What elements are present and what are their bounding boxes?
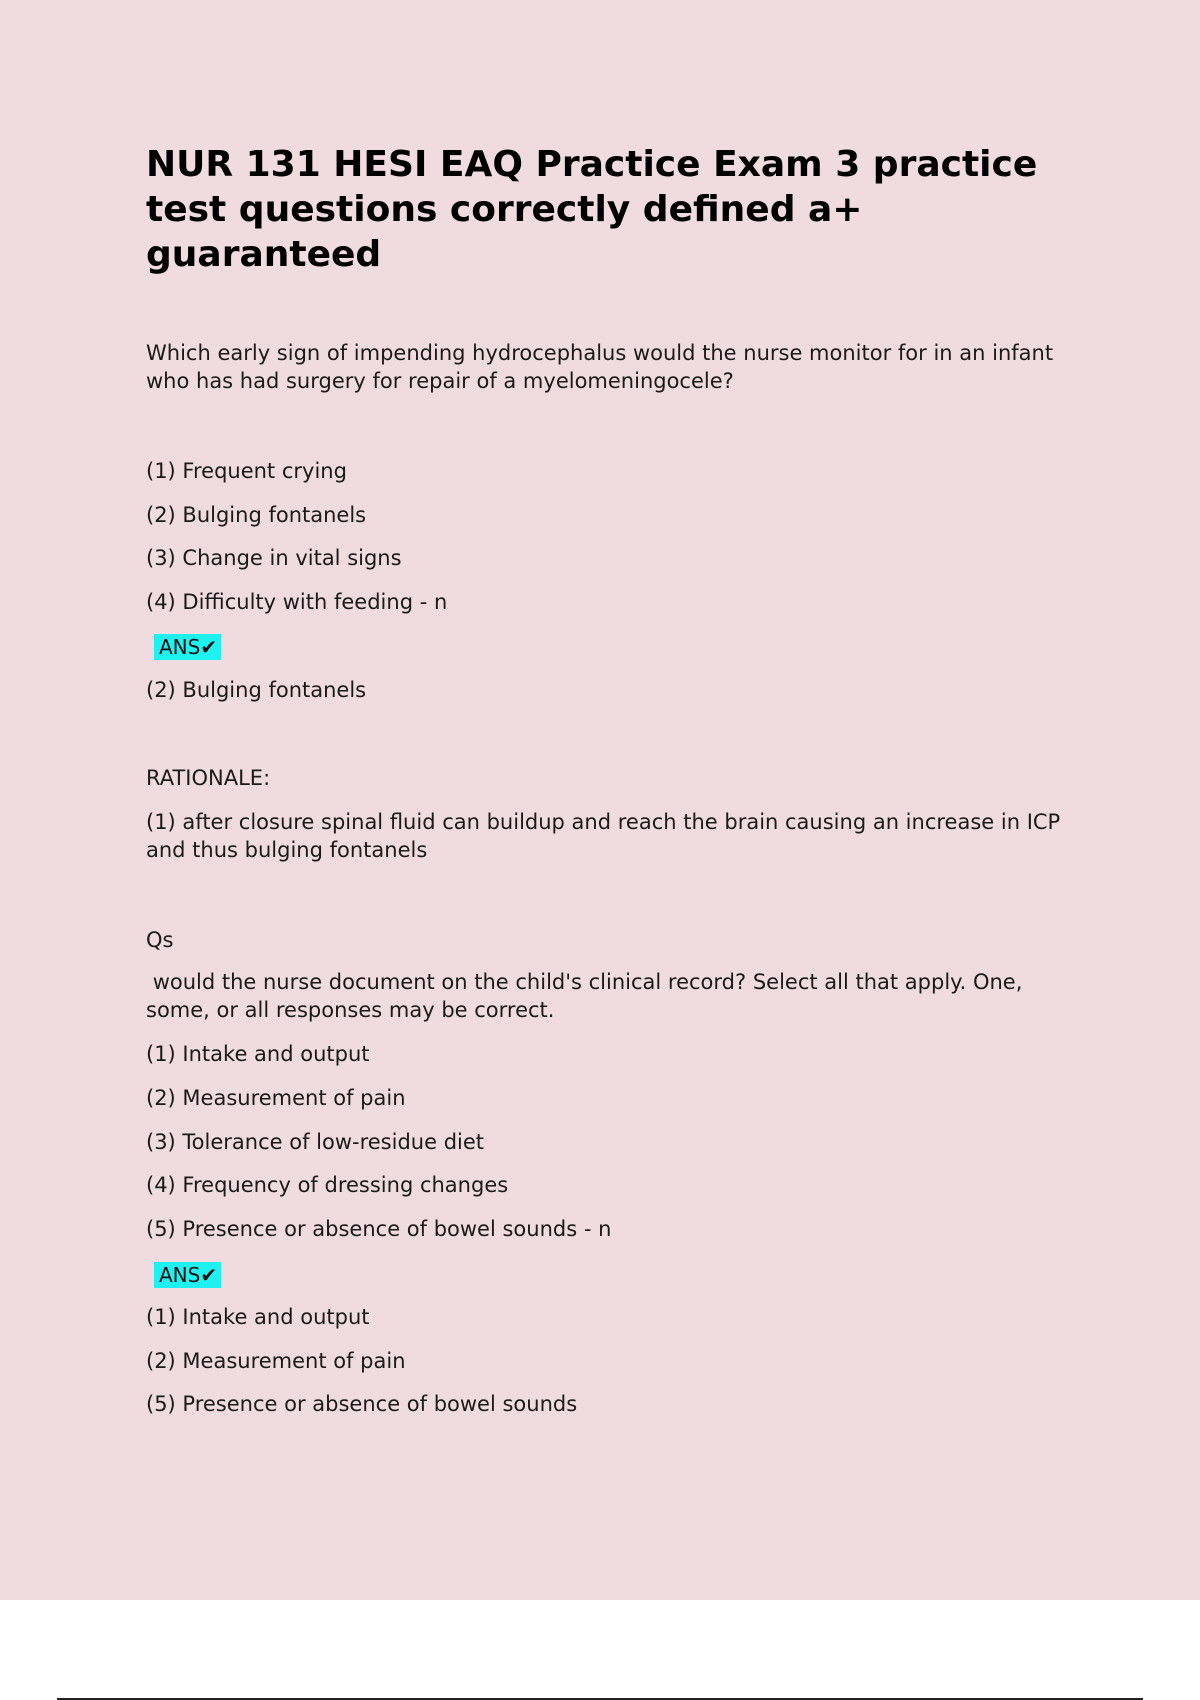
- question-1-answer: (2) Bulging fontanels: [146, 678, 367, 702]
- question-1-option: (1) Frequent crying: [146, 459, 347, 483]
- question-2-text: would the nurse document on the child's clinical record? Select all that apply. One, some, or all responses may be correct.: [146, 970, 1030, 1022]
- question-2-answer: (2) Measurement of pain: [146, 1349, 406, 1373]
- document-title: NUR 131 HESI EAQ Practice Exam 3 practice test questions correctly defined a+ guaranteed: [146, 144, 1038, 275]
- question-2-option: (1) Intake and output: [146, 1042, 370, 1066]
- question-2-answer: (1) Intake and output: [146, 1305, 370, 1329]
- answer-badge: ANS✔: [154, 634, 221, 660]
- rationale-heading: RATIONALE:: [146, 766, 271, 790]
- question-2-option: (2) Measurement of pain: [146, 1086, 406, 1110]
- question-1-option: (3) Change in vital signs: [146, 546, 402, 570]
- question-1-option: (2) Bulging fontanels: [146, 503, 367, 527]
- question-1-option: (4) Difficulty with feeding - n: [146, 590, 448, 614]
- question-2-option: (3) Tolerance of low-residue diet: [146, 1130, 485, 1154]
- rationale-text: (1) after closure spinal fluid can buildup and reach the brain causing an increase in ICP and thus bulging fontanels: [146, 810, 1061, 862]
- answer-badge: ANS✔: [154, 1262, 221, 1288]
- question-2-option: (5) Presence or absence of bowel sounds - n: [146, 1217, 612, 1241]
- question-2-answer: (5) Presence or absence of bowel sounds: [146, 1392, 578, 1416]
- question-1-text: Which early sign of impending hydrocephalus would the nurse monitor for in an infant who has had surgery for repair of a myelomeningocele?: [146, 341, 1054, 393]
- question-2-option: (4) Frequency of dressing changes: [146, 1173, 509, 1197]
- question-2-prefix: Qs: [146, 928, 174, 952]
